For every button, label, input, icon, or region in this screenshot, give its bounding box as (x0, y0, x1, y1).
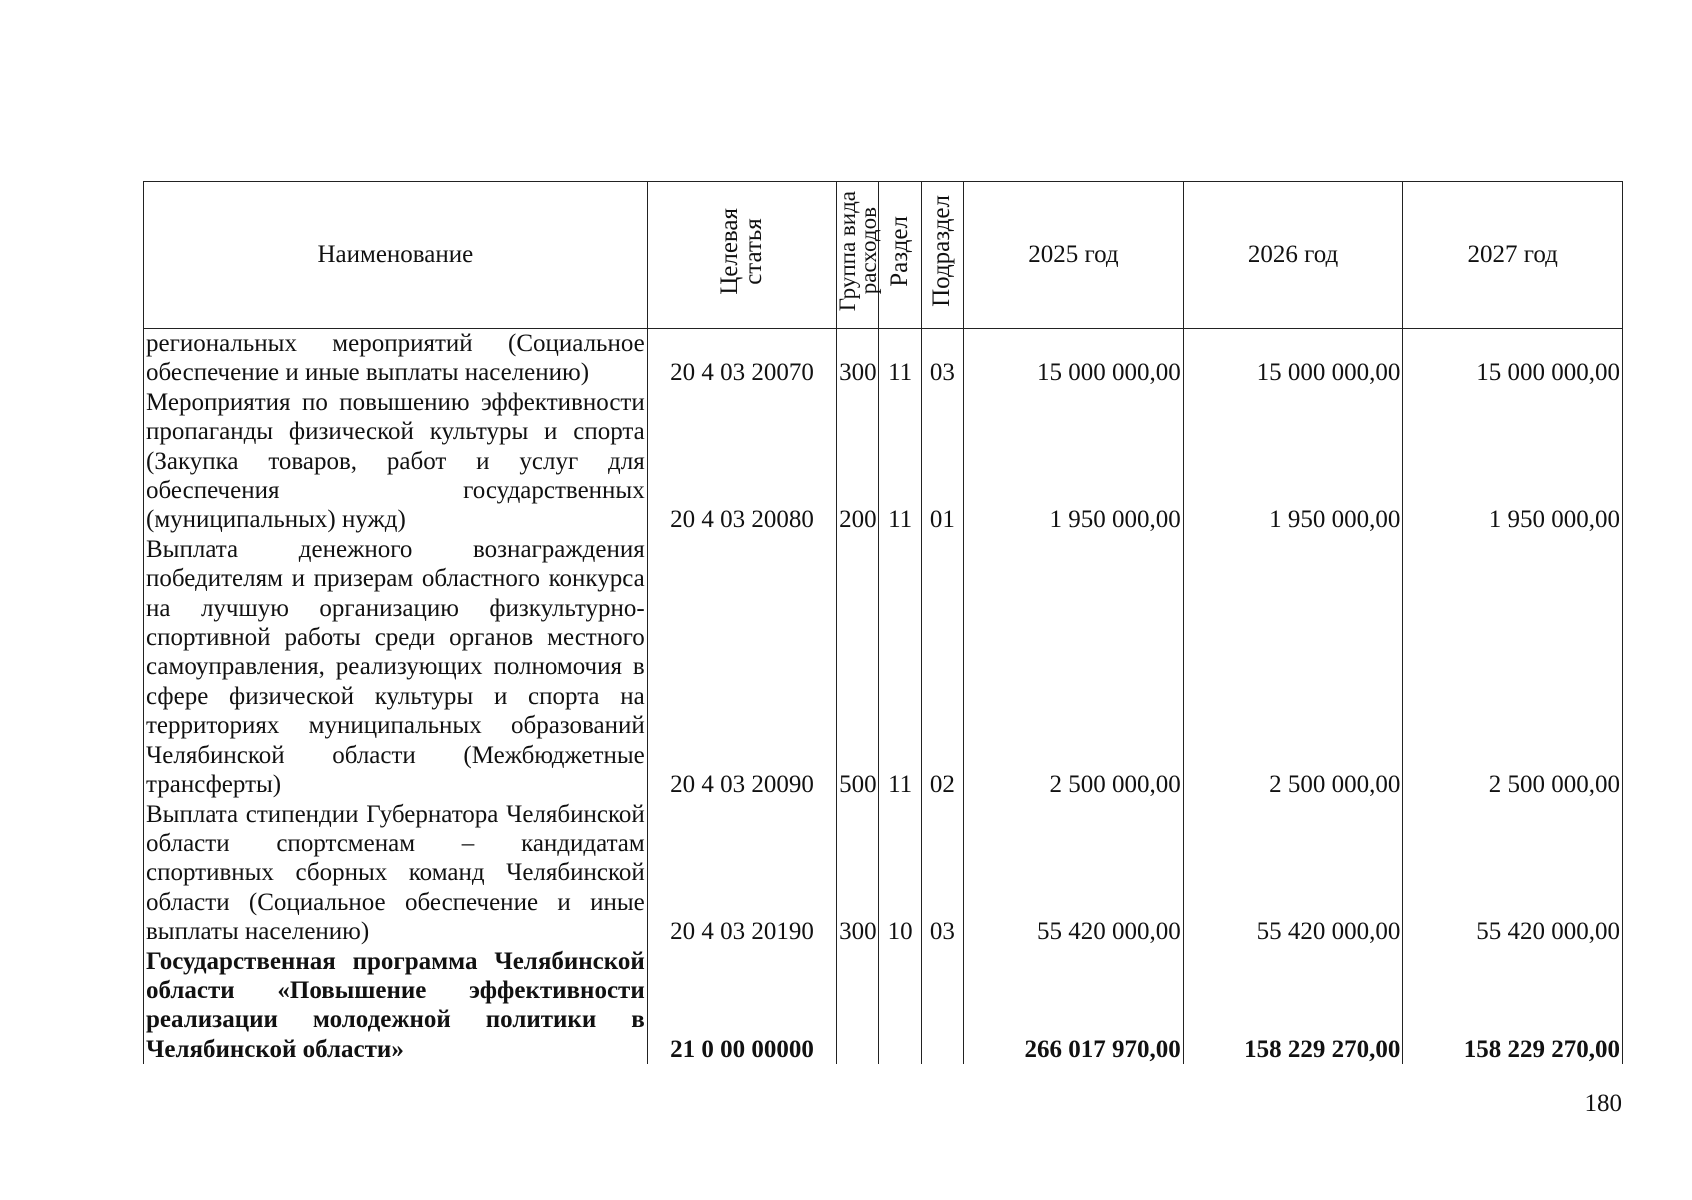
row-y2026: 15 000 000,00 (1183, 329, 1403, 388)
row-y2025: 55 420 000,00 (964, 800, 1184, 947)
page-number: 180 (1584, 1090, 1622, 1117)
header-year-2026: 2026 год (1183, 182, 1403, 329)
row-y2027: 55 420 000,00 (1403, 800, 1623, 947)
row-y2026: 55 420 000,00 (1183, 800, 1403, 947)
table-header-row (144, 182, 1623, 329)
row-subsection: 02 (921, 535, 963, 800)
row-y2026: 1 950 000,00 (1183, 388, 1403, 535)
header-year-2025: 2025 год (964, 182, 1184, 329)
row-section: 11 (879, 329, 921, 388)
table-row-program (144, 947, 1623, 1065)
row-y2027: 1 950 000,00 (1403, 388, 1623, 535)
row-y2025: 1 950 000,00 (964, 388, 1184, 535)
header-section: Раздел (879, 182, 921, 329)
row-section: 10 (879, 800, 921, 947)
row-article: 20 4 03 20090 (647, 535, 836, 800)
row-article: 20 4 03 20070 (647, 329, 836, 388)
row-subsection: 03 (921, 800, 963, 947)
row-y2025: 266 017 970,00 (964, 947, 1184, 1065)
row-section: 11 (879, 535, 921, 800)
row-group (837, 947, 879, 1065)
table-row (144, 535, 1623, 800)
table-row (144, 388, 1623, 535)
row-y2025: 2 500 000,00 (964, 535, 1184, 800)
row-section (879, 947, 921, 1065)
row-y2026: 158 229 270,00 (1183, 947, 1403, 1065)
row-y2026: 2 500 000,00 (1183, 535, 1403, 800)
row-article: 20 4 03 20190 (647, 800, 836, 947)
row-group: 300 (837, 329, 879, 388)
header-target-article: Целевая статья (647, 182, 836, 329)
row-name: Государственная программа Челябинской области «Повышение эффективности реализации молодежной политики в Челябинской области» (144, 947, 648, 1065)
table-row (144, 329, 1623, 388)
budget-table (143, 181, 1623, 1064)
row-subsection: 01 (921, 388, 963, 535)
row-name: Мероприятия по повышению эффективности пропаганды физической культуры и спорта (Закупка товаров, работ и услуг для обеспечения государственных (муниципальных) нужд) (144, 388, 648, 535)
header-subsection: Подраздел (921, 182, 963, 329)
row-article: 20 4 03 20080 (647, 388, 836, 535)
table-row (144, 800, 1623, 947)
row-group: 300 (837, 800, 879, 947)
row-y2027: 2 500 000,00 (1403, 535, 1623, 800)
row-y2027: 15 000 000,00 (1403, 329, 1623, 388)
row-section: 11 (879, 388, 921, 535)
row-y2025: 15 000 000,00 (964, 329, 1184, 388)
row-name: Выплата стипендии Губернатора Челябинской области спортсменам – кандидатам спортивных сборных команд Челябинской области (Социальное обеспечение и иные выплаты населению) (144, 800, 648, 947)
row-group: 200 (837, 388, 879, 535)
row-subsection (921, 947, 963, 1065)
header-name: Наименование (144, 182, 648, 329)
row-name: Выплата денежного вознаграждения победителям и призерам областного конкурса на лучшую организацию физкультурно-спортивной работы среди органов местного самоуправления, реализующих полномочия в сфере физической культуры и спорта на территориях муниципальных образований Челябинской области (Межбюджетные трансферты) (144, 535, 648, 800)
row-name: региональных мероприятий (Социальное обеспечение и иные выплаты населению) (144, 329, 648, 388)
row-y2027: 158 229 270,00 (1403, 947, 1623, 1065)
row-article: 21 0 00 00000 (647, 947, 836, 1065)
header-expense-group: Группа вида расходов (837, 182, 879, 329)
header-year-2027: 2027 год (1403, 182, 1623, 329)
row-subsection: 03 (921, 329, 963, 388)
row-group: 500 (837, 535, 879, 800)
